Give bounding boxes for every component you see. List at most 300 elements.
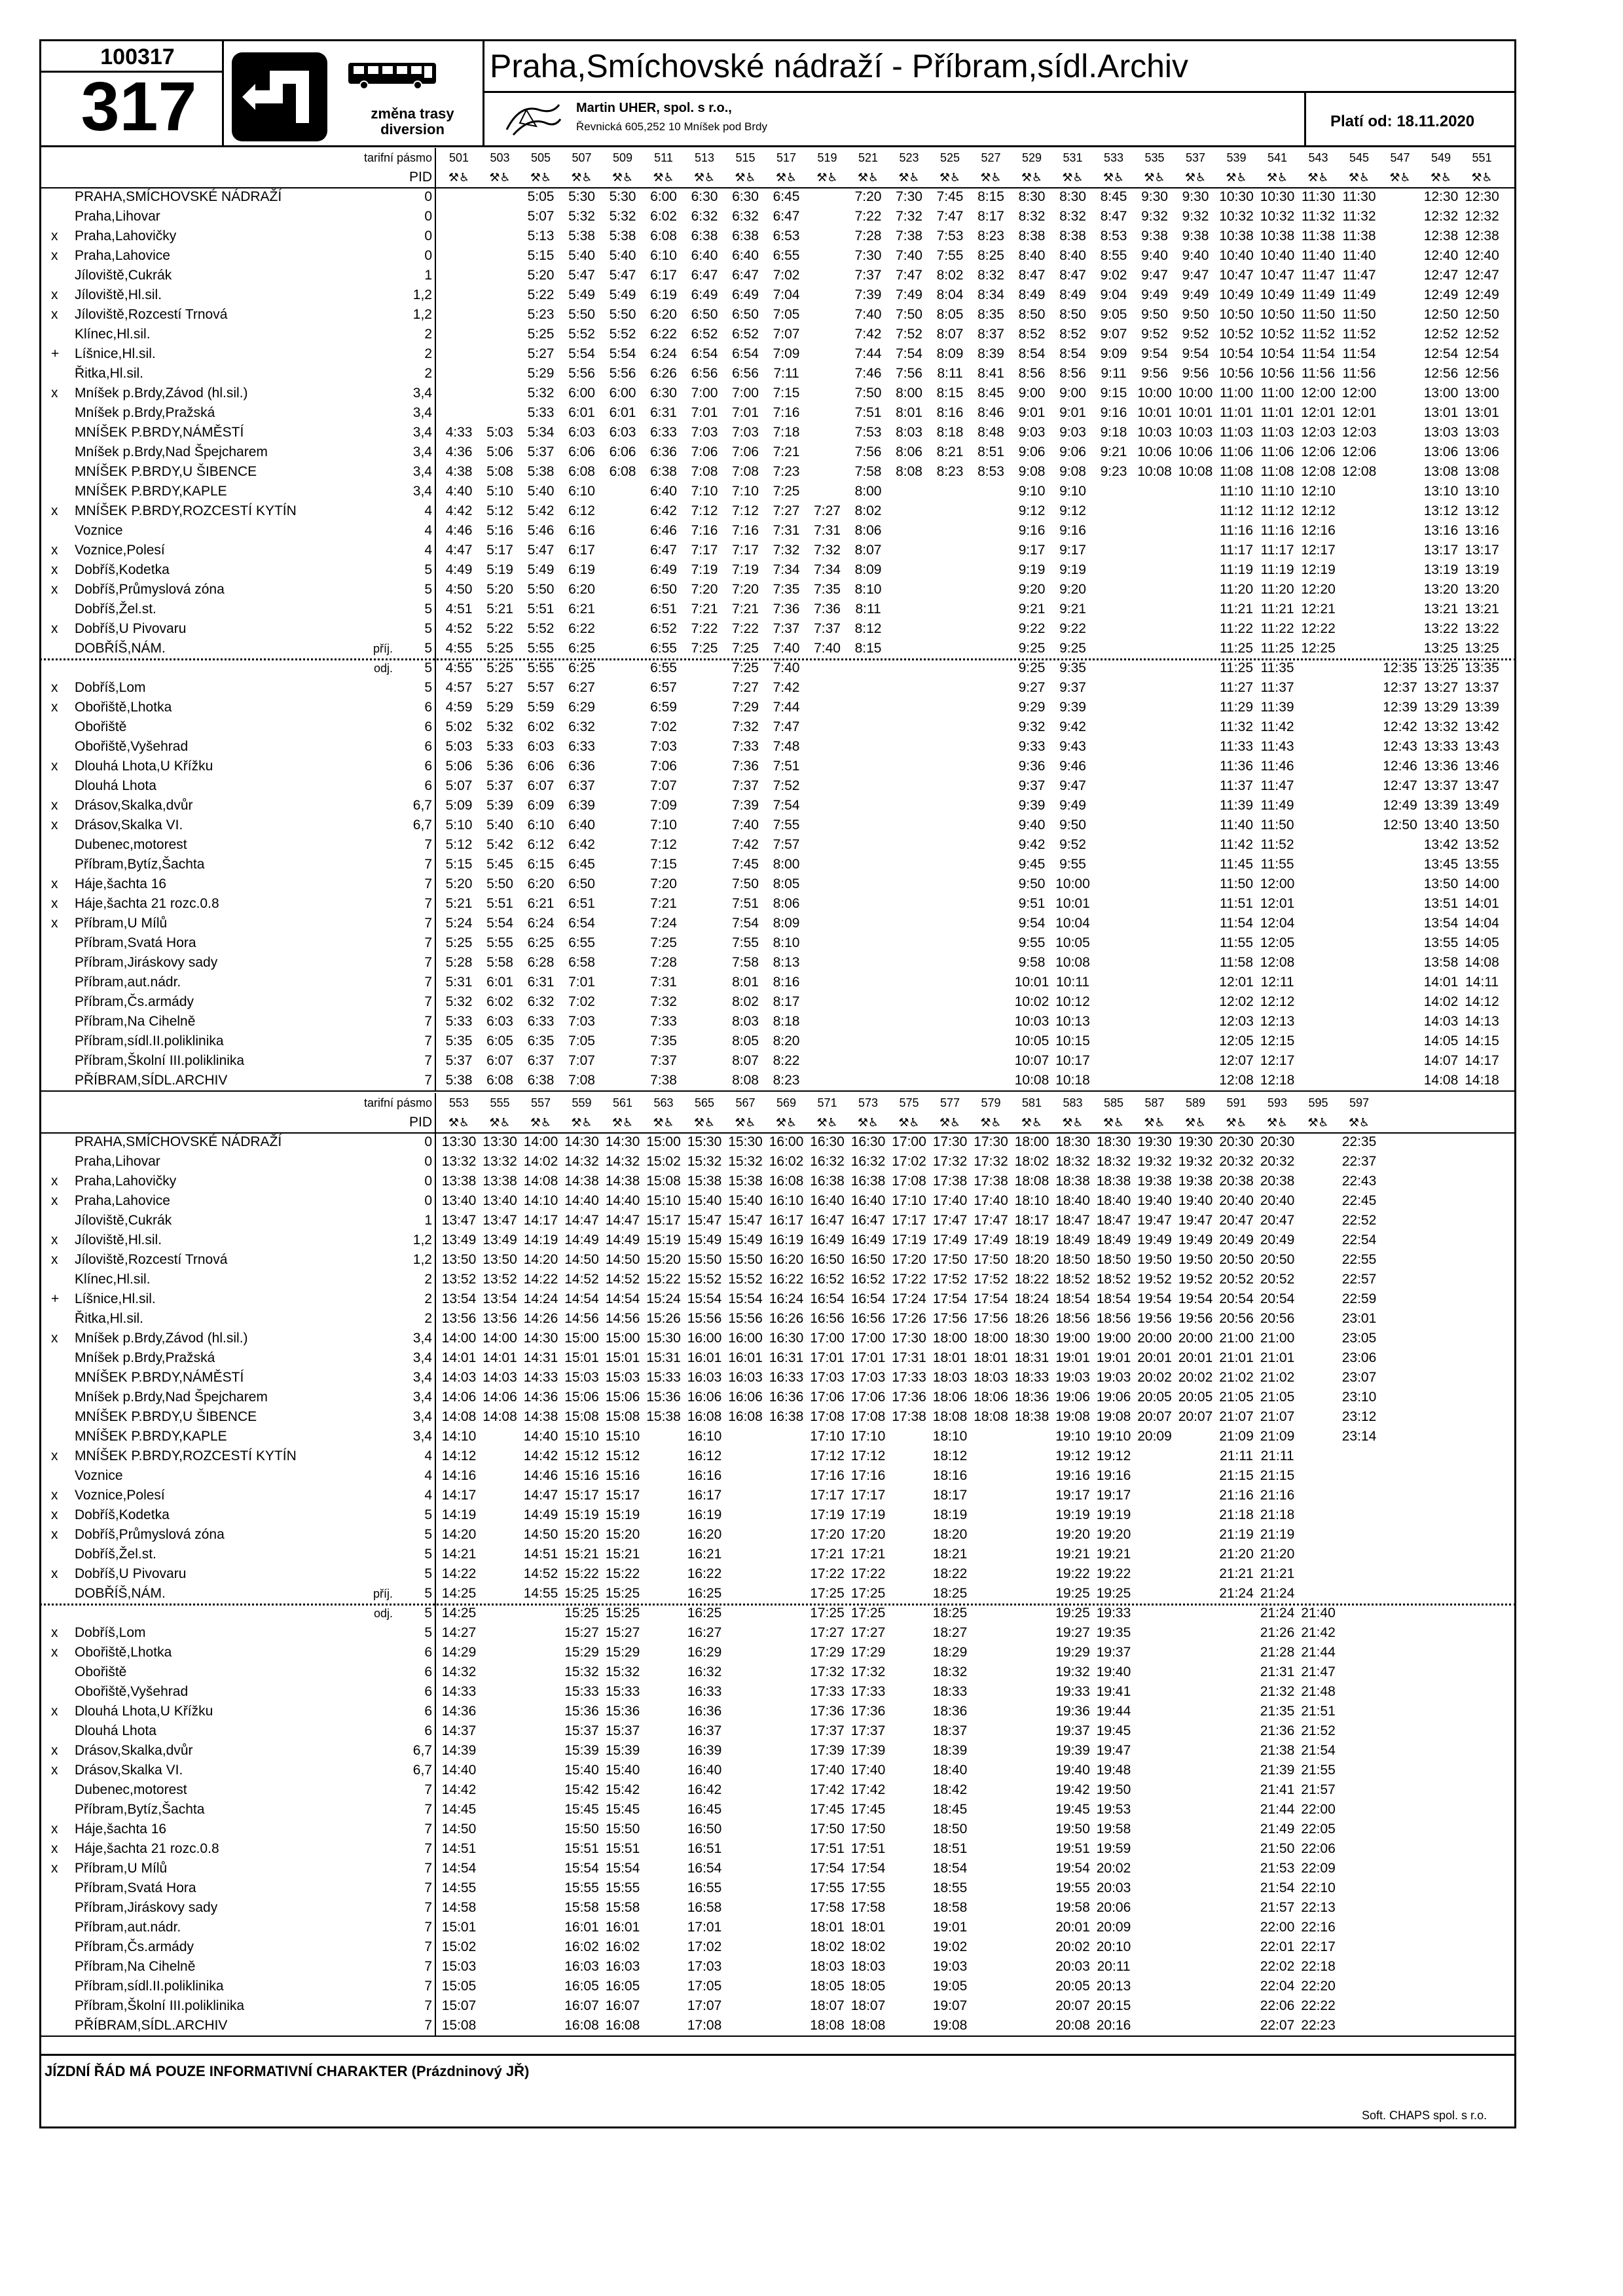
departure-time: 7:28 [650,955,677,970]
departure-time: 19:32 [1055,1664,1090,1679]
departure-time: 5:50 [609,307,636,322]
departure-time: 14:21 [441,1547,477,1562]
departure-time: 16:00 [728,1331,763,1346]
departure-time: 15:02 [441,1939,477,1954]
departure-time: 6:38 [650,464,677,479]
departure-time: 19:20 [1096,1527,1131,1542]
departure-time: 4:36 [445,444,473,459]
tariff-zone: 5 [424,601,432,617]
departure-time: 8:52 [1018,327,1046,342]
trip-symbol-icon: ⚒♿ [530,1116,552,1129]
departure-time: 18:42 [932,1782,968,1797]
trip-number: 545 [1349,151,1370,164]
departure-time: 22:35 [1341,1134,1377,1149]
stop-row [39,914,1516,933]
departure-time: 10:04 [1055,916,1090,931]
departure-time: 19:33 [1096,1605,1131,1621]
departure-time: 19:47 [1096,1743,1131,1758]
departure-time: 21:40 [1301,1605,1336,1621]
tariff-zone: 3,4 [412,1370,432,1385]
departure-time: 5:32 [568,209,595,224]
request-stop-flag: x [51,896,58,911]
departure-time: 20:00 [1178,1331,1213,1346]
stop-name: Dubenec,motorest [75,837,187,852]
departure-time: 7:19 [732,562,759,577]
departure-time: 10:00 [1055,876,1090,891]
request-stop-flag: x [51,1645,58,1660]
departure-time: 17:51 [850,1841,886,1856]
stop-name: Drásov,Skalka,dvůr [75,1743,193,1758]
departure-time: 11:55 [1260,857,1294,872]
departure-time: 14:11 [1465,975,1499,990]
line-number: 317 [81,68,197,145]
tariff-zone: 5 [424,562,432,577]
departure-time: 16:32 [850,1154,886,1169]
departure-time: 17:38 [892,1409,926,1424]
departure-time: 7:40 [773,660,800,675]
stop-name: Dobříš,Žel.st. [75,601,156,617]
departure-time: 5:29 [527,366,555,381]
stop-row [39,1957,1516,1977]
departure-time: 12:40 [1465,248,1499,263]
trip-symbol-icon: ⚒♿ [939,1116,961,1129]
departure-time: 17:12 [810,1448,845,1463]
departure-time: 7:19 [691,562,718,577]
departure-time: 18:40 [1055,1193,1090,1208]
trip-number: 555 [490,1096,510,1109]
departure-time: 5:50 [568,307,595,322]
stop-row [39,207,1516,226]
departure-time: 8:06 [896,444,922,459]
stop-row [39,344,1516,364]
tariff-zone: 3,4 [412,1409,432,1424]
departure-time: 18:31 [1014,1350,1049,1365]
departure-time: 16:37 [687,1723,722,1738]
departure-time: 22:55 [1341,1252,1377,1267]
departure-time: 9:42 [1018,837,1046,852]
tariff-zone: 7 [424,1073,432,1088]
departure-time: 9:39 [1018,798,1046,813]
stop-row [39,1427,1516,1446]
departure-time: 12:32 [1465,209,1499,224]
operator-name: Martin UHER, spol. s r.o., [576,101,732,115]
stop-row [39,462,1516,482]
stop-name: Jíloviště,Hl.sil. [75,1232,162,1247]
departure-time: 13:40 [1423,817,1459,833]
departure-time: 19:00 [1055,1331,1090,1346]
departure-time: 17:31 [892,1350,926,1365]
trip-symbol-icon: ⚒♿ [816,1116,838,1129]
trip-number: 521 [858,151,879,164]
departure-time: 10:40 [1219,248,1254,263]
trip-symbol-icon: ⚒♿ [775,1116,797,1129]
departure-time: 6:40 [732,248,759,263]
departure-time: 14:00 [523,1134,558,1149]
stop-row [39,855,1516,874]
departure-time: 8:30 [1018,189,1046,204]
departure-time: 21:00 [1260,1331,1295,1346]
departure-time: 12:03 [1219,1014,1254,1029]
departure-time: 22:13 [1301,1900,1336,1915]
departure-time: 18:16 [932,1468,968,1483]
departure-time: 6:25 [568,641,595,656]
departure-time: 13:32 [1423,719,1459,734]
tariff-zone: 6 [424,1704,432,1719]
departure-time: 14:58 [441,1900,477,1915]
departure-time: 17:37 [810,1723,845,1738]
departure-time: 19:37 [1055,1723,1090,1738]
departure-time: 15:08 [441,2018,477,2033]
departure-time: 16:45 [687,1802,722,1817]
departure-time: 12:50 [1423,307,1459,322]
stop-row [39,717,1516,737]
departure-time: 6:38 [691,228,718,243]
departure-time: 14:31 [523,1350,558,1365]
departure-time: 13:50 [1423,876,1459,891]
trip-number: 593 [1267,1096,1288,1109]
departure-time: 17:37 [850,1723,886,1738]
departure-time: 14:29 [441,1645,477,1660]
stop-name: Dobříš,Průmyslová zóna [75,582,225,597]
departure-time: 8:01 [896,405,922,420]
departure-time: 14:40 [523,1429,558,1444]
departure-time: 12:13 [1260,1014,1295,1029]
departure-time: 9:35 [1059,660,1086,675]
departure-time: 22:22 [1301,1998,1336,2013]
trip-symbol-icon: ⚒♿ [898,171,920,184]
trip-number: 513 [694,151,715,164]
stop-row [39,600,1516,619]
stop-name: Dobříš,Žel.st. [75,1547,156,1562]
diversion-icon [230,51,329,143]
departure-time: 9:50 [1141,307,1168,322]
departure-time: 18:03 [850,1959,886,1974]
stop-row [39,560,1516,580]
stop-name: Dobříš,U Pivovaru [75,1566,187,1581]
departure-time: 6:17 [568,543,595,558]
departure-time: 14:08 [1465,955,1499,970]
stop-row [39,1996,1516,2016]
departure-time: 7:04 [773,287,800,302]
departure-time: 14:02 [523,1154,558,1169]
departure-time: 8:23 [936,464,964,479]
departure-time: 5:45 [486,857,513,872]
departure-time: 14:32 [564,1154,599,1169]
departure-time: 8:45 [1100,189,1127,204]
trip-symbol-icon: ⚒♿ [1226,171,1247,184]
departure-time: 20:13 [1096,1979,1131,1994]
departure-time: 6:42 [650,503,677,518]
trip-symbol-icon: ⚒♿ [1021,171,1043,184]
departure-time: 16:42 [687,1782,722,1797]
valid-from: Platí od: 18.11.2020 [1330,113,1475,130]
departure-time: 18:12 [932,1448,968,1463]
departure-time: 7:01 [732,405,759,420]
departure-time: 11:35 [1260,660,1294,675]
stop-name: MNÍŠEK P.BRDY,KAPLE [75,1429,227,1444]
departure-time: 6:32 [732,209,759,224]
departure-time: 16:36 [687,1704,722,1719]
stop-name: Drásov,Skalka VI. [75,817,183,833]
departure-time: 17:20 [810,1527,845,1542]
tariff-zone: 7 [424,1841,432,1856]
departure-time: 10:00 [1178,386,1213,401]
departure-time: 11:39 [1220,798,1253,813]
tariff-zone: 6 [424,1684,432,1699]
departure-time: 5:19 [486,562,513,577]
departure-time: 14:08 [441,1409,477,1424]
departure-time: 6:06 [609,444,636,459]
departure-time: 15:05 [441,1979,477,1994]
departure-time: 8:15 [854,641,882,656]
departure-time: 9:52 [1182,327,1209,342]
departure-time: 5:36 [486,759,513,774]
stop-name: Voznice,Polesí [75,543,165,558]
departure-time: 7:10 [691,484,718,499]
departure-time: 18:36 [1014,1390,1049,1405]
departure-time: 6:27 [568,680,595,695]
tariff-zone: 5 [424,1507,432,1522]
departure-time: 14:08 [1423,1073,1459,1088]
departure-time: 11:52 [1302,327,1335,342]
departure-time: 13:01 [1423,405,1459,420]
departure-time: 13:06 [1423,444,1459,459]
departure-time: 12:39 [1383,700,1417,715]
departure-time: 20:05 [1137,1390,1172,1405]
stop-row [39,325,1516,344]
request-stop-flag: x [51,228,58,243]
departure-time: 11:39 [1260,700,1294,715]
departure-time: 7:37 [650,1053,677,1068]
departure-time: 14:04 [1465,916,1499,931]
departure-time: 15:33 [605,1684,640,1699]
departure-time: 7:31 [650,975,677,990]
departure-time: 20:02 [1096,1861,1131,1876]
departure-time: 5:06 [486,444,513,459]
request-stop-flag: x [51,680,58,695]
departure-time: 17:50 [932,1252,968,1267]
stop-name: PŘÍBRAM,SÍDL.ARCHIV [75,1073,228,1088]
departure-time: 17:49 [974,1232,1008,1247]
stop-name: Dubenec,motorest [75,1782,187,1797]
departure-time: 11:46 [1260,759,1294,774]
departure-time: 11:51 [1220,896,1253,911]
departure-time: 5:21 [445,896,473,911]
stop-row [39,1012,1516,1031]
departure-time: 5:30 [568,189,595,204]
departure-time: 7:03 [650,739,677,754]
departure-time: 7:20 [732,582,759,597]
departure-time: 22:37 [1341,1154,1377,1169]
departure-time: 16:03 [687,1370,722,1385]
departure-time: 8:11 [937,366,963,381]
departure-time: 21:55 [1301,1763,1336,1778]
departure-time: 20:06 [1096,1900,1131,1915]
departure-time: 14:05 [1423,1033,1459,1049]
departure-time: 19:35 [1096,1625,1131,1640]
departure-time: 7:03 [691,425,718,440]
departure-time: 19:45 [1096,1723,1131,1738]
departure-time: 11:40 [1302,248,1335,263]
departure-time: 8:38 [1018,228,1046,243]
departure-time: 13:22 [1465,621,1499,636]
departure-time: 19:30 [1137,1134,1172,1149]
trip-symbol-icon: ⚒♿ [980,1116,1002,1129]
departure-time: 15:40 [687,1193,722,1208]
departure-time: 12:20 [1301,582,1336,597]
tariff-zone: 3,4 [412,1429,432,1444]
request-stop-flag: x [51,1821,58,1837]
departure-time: 8:32 [1059,209,1086,224]
departure-time: 19:16 [1096,1468,1131,1483]
departure-time: 11:49 [1260,798,1294,813]
departure-time: 15:06 [564,1390,599,1405]
trip-symbol-icon: ⚒♿ [1226,1116,1247,1129]
departure-time: 8:47 [1100,209,1127,224]
departure-time: 6:54 [568,916,595,931]
tariff-zone: 3,4 [412,405,432,420]
departure-time: 10:03 [1178,425,1213,440]
departure-time: 10:38 [1260,228,1295,243]
departure-time: 16:51 [687,1841,722,1856]
departure-time: 12:52 [1423,327,1459,342]
departure-time: 14:30 [523,1331,558,1346]
departure-time: 6:00 [568,386,595,401]
departure-time: 18:02 [850,1939,886,1954]
departure-time: 18:17 [1014,1213,1049,1228]
stop-row [39,246,1516,266]
departure-time: 19:22 [1096,1566,1131,1581]
departure-time: 5:40 [486,817,513,833]
tariff-zone: 5 [424,641,432,656]
departure-time: 12:52 [1465,327,1499,342]
departure-time: 13:55 [1465,857,1499,872]
departure-time: 13:16 [1423,523,1459,538]
departure-time: 17:50 [810,1821,845,1837]
departure-time: 16:39 [687,1743,722,1758]
departure-time: 7:33 [650,1014,677,1029]
trip-number: 535 [1144,151,1165,164]
stop-name: Řitka,Hl.sil. [75,366,144,381]
departure-time: 18:07 [810,1998,845,2013]
departure-time: 11:00 [1260,386,1294,401]
departure-time: 20:01 [1137,1350,1172,1365]
route-change-en: diversion [380,121,445,137]
trip-number: 527 [981,151,1001,164]
departure-time: 23:07 [1341,1370,1377,1385]
departure-time: 9:37 [1059,680,1086,695]
departure-time: 5:52 [568,327,595,342]
departure-time: 21:15 [1260,1468,1295,1483]
departure-time: 5:05 [527,189,555,204]
request-stop-flag: x [51,543,58,558]
departure-time: 15:27 [564,1625,599,1640]
departure-time: 7:16 [732,523,759,538]
departure-time: 12:12 [1301,503,1336,518]
trip-symbol-icon: ⚒♿ [1184,171,1207,184]
departure-time: 20:02 [1055,1939,1090,1954]
departure-time: 20:07 [1178,1409,1213,1424]
stop-row [39,1152,1516,1172]
departure-time: 7:21 [773,444,800,459]
trip-number: 523 [899,151,919,164]
departure-time: 19:33 [1055,1684,1090,1699]
departure-time: 12:08 [1260,955,1295,970]
departure-time: 11:21 [1260,601,1294,617]
stop-row [39,1466,1516,1486]
departure-time: 6:47 [773,209,800,224]
request-stop-flag: x [51,307,58,322]
departure-time: 21:36 [1260,1723,1295,1738]
departure-time: 15:27 [605,1625,640,1640]
tariff-zone: 5 [424,1625,432,1640]
departure-time: 17:07 [687,1998,722,2013]
departure-time: 5:12 [486,503,513,518]
departure-time: 21:18 [1219,1507,1254,1522]
departure-time: 17:58 [810,1900,845,1915]
departure-time: 19:52 [1137,1272,1172,1287]
departure-time: 6:33 [650,425,677,440]
departure-time: 8:07 [936,327,964,342]
departure-time: 8:03 [896,425,922,440]
departure-time: 7:47 [936,209,964,224]
departure-time: 21:07 [1219,1409,1254,1424]
departure-time: 7:12 [732,503,759,518]
departure-time: 12:03 [1341,425,1377,440]
operator-logo-icon [500,97,566,143]
departure-time: 15:32 [687,1154,722,1169]
departure-time: 19:02 [932,1939,968,1954]
trip-number: 551 [1472,151,1492,164]
departure-time: 14:40 [605,1193,640,1208]
stop-row [39,1584,1516,1604]
departure-time: 15:30 [646,1331,681,1346]
departure-time: 9:18 [1100,425,1127,440]
trip-symbol-icon: ⚒♿ [653,171,674,184]
tariff-zone: 5 [424,582,432,597]
departure-time: 18:02 [810,1939,845,1954]
departure-time: 16:21 [687,1547,722,1562]
departure-time: 15:45 [605,1802,640,1817]
stop-name: Háje,šachta 16 [75,876,167,891]
departure-time: 17:40 [810,1763,845,1778]
tariff-zone: 1 [424,1213,432,1228]
departure-time: 7:06 [691,444,718,459]
pid-label: PID [409,1115,432,1130]
departure-time: 5:34 [527,425,555,440]
departure-time: 16:27 [687,1625,722,1640]
departure-time: 17:36 [892,1390,926,1405]
departure-time: 13:32 [441,1154,477,1169]
trip-symbol-icon: ⚒♿ [735,171,756,184]
trip-symbol-icon: ⚒♿ [693,171,716,184]
tariff-zone: 1,2 [412,307,432,322]
trip-number: 531 [1063,151,1083,164]
departure-time: 22:00 [1260,1920,1295,1935]
tariff-zone: 6,7 [412,1763,432,1778]
departure-time: 11:43 [1260,739,1294,754]
departure-time: 12:43 [1383,739,1417,754]
departure-time: 16:05 [564,1979,599,1994]
departure-time: 18:03 [932,1370,968,1385]
departure-time: 17:25 [850,1586,886,1601]
departure-time: 9:50 [1018,876,1046,891]
departure-time: 11:37 [1260,680,1294,695]
departure-time: 21:39 [1260,1763,1295,1778]
departure-time: 19:06 [1096,1390,1131,1405]
departure-time: 15:22 [646,1272,681,1287]
departure-time: 17:32 [850,1664,886,1679]
